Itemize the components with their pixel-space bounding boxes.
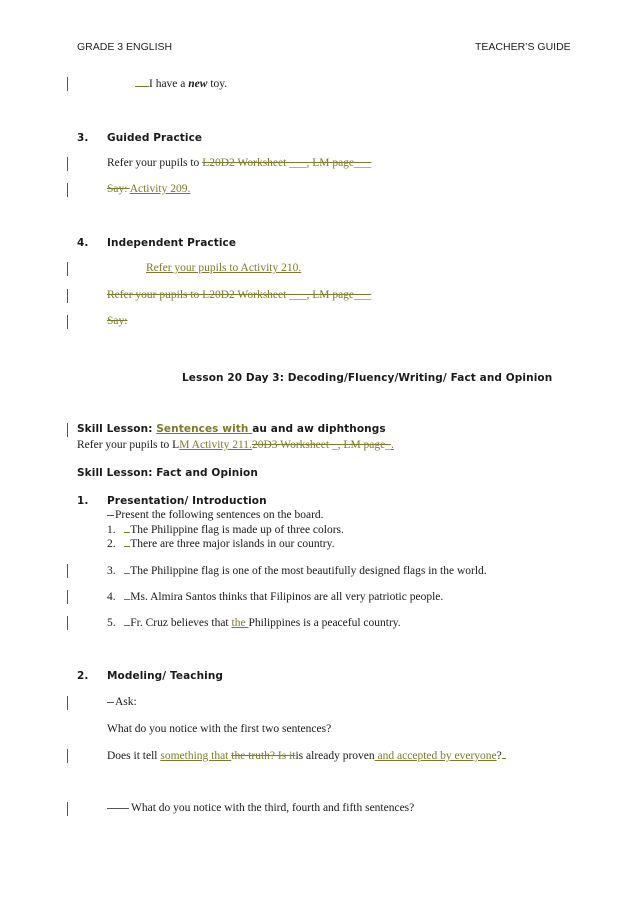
skill1-refer-deleted: 20D3 Worksheet _, LM page_ [251,439,392,451]
guided-title: Guided Practice [107,132,203,144]
change-bar [67,77,68,91]
blank-underline [135,77,149,87]
change-bar [67,696,68,710]
modeling-ask-text: Ask: [115,696,137,708]
change-bar [67,157,68,171]
item5-post: Philippines is a peaceful country. [248,617,401,629]
list-item [107,616,401,629]
item-text: The Philippine flag is made up of three colors. [130,524,344,536]
list-item [107,564,487,577]
independent-say-deleted: Say: [107,315,128,327]
dash-mark [107,808,129,809]
dash-mark [107,515,114,516]
guided-say-line [107,183,190,195]
presentation-title: Presentation/ Introduction [107,495,267,507]
lesson-title: Lesson 20 Day 3: Decoding/Fluency/Writing/ Fact and Opinion [182,372,553,384]
guided-number: 3. [77,132,89,144]
skill-lesson-diphthongs [77,423,386,435]
change-bar [67,315,68,329]
list-item [107,523,344,536]
q2-end: ? [496,750,502,762]
skill1-refer-end: . [391,439,394,451]
modeling-ask [107,696,137,708]
independent-title: Independent Practice [107,237,237,249]
toy-suffix: toy. [207,78,228,90]
skill1-refer-line [77,439,394,451]
q2-deleted: the truth? Is it [231,750,296,762]
independent-refer-deleted: Refer your pupils to L20D2 Worksheet ___, LM page___ [107,289,372,301]
change-bar [67,423,68,437]
item5-pre: Fr. Cruz believes that [130,617,232,629]
list-item [107,537,335,550]
change-bar [67,289,68,303]
modeling-question-3 [107,802,414,814]
skill-lesson-fact-opinion: Skill Lesson: Fact and Opinion [77,467,258,479]
skill1-refer-prefix: Refer your pupils to L [77,439,180,451]
guided-say-deleted: Say: [107,183,130,195]
change-bar [67,616,68,630]
header-right: TEACHER’S GUIDE [475,41,571,53]
guided-refer-line [107,157,371,169]
independent-refer-inserted: Refer your pupils to Activity 210. [146,262,302,274]
toy-emphasis: new [188,78,208,90]
change-bar [67,262,68,276]
change-bar [67,590,68,604]
item5-inserted: the [231,617,249,629]
change-bar [67,802,68,816]
item-number: 1. [107,524,116,536]
presentation-number: 1. [77,495,89,507]
independent-refer-deleted-line [107,289,371,301]
item-text: The Philippine flag is one of the most beautifully designed flags in the world. [130,565,487,577]
q2-mid: is already proven [295,750,375,762]
item-text: There are three major islands in our country. [130,538,335,550]
modeling-title: Modeling/ Teaching [107,670,224,682]
sentence-new-toy [135,77,227,90]
skill1-rest: au and aw diphthongs [252,423,386,435]
independent-number: 4. [77,237,89,249]
guided-refer-prefix: Refer your pupils to [107,157,203,169]
item-number: 3. [107,565,116,577]
guided-say-inserted: Activity 209. [129,183,191,195]
guided-refer-deleted: L20D2 Worksheet ___, LM page___ [202,157,372,169]
item-number: 4. [107,591,116,603]
modeling-question-1: What do you notice with the first two sentences? [107,723,332,735]
dash-mark [107,702,114,703]
modeling-question-2 [107,749,506,762]
change-bar [67,749,68,763]
independent-say-line [107,315,127,327]
list-item [107,590,443,603]
q2-inserted-2: and accepted by everyone [374,750,497,762]
q2-pre: Does it tell [107,750,161,762]
change-bar [67,564,68,578]
skill1-refer-inserted: M Activity 211. [179,439,252,451]
q2-inserted-1: something that [160,750,232,762]
skill1-inserted: Sentences with [156,423,253,435]
item-number: 2. [107,538,116,550]
item-text: Ms. Almira Santos thinks that Filipinos are all very patriotic people. [130,591,444,603]
q3-text: What do you notice with the third, fourth and fifth sentences? [131,802,415,814]
skill1-label: Skill Lesson: [77,423,157,435]
blank-underline [502,749,506,759]
independent-refer-inserted-line [146,262,301,274]
item-number: 5. [107,617,116,629]
toy-prefix: I have a [149,78,189,90]
change-bar [67,183,68,197]
header-left: GRADE 3 ENGLISH [77,41,173,53]
presentation-intro-text: Present the following sentences on the board. [115,509,324,521]
presentation-intro [107,509,324,521]
modeling-number: 2. [77,670,89,682]
